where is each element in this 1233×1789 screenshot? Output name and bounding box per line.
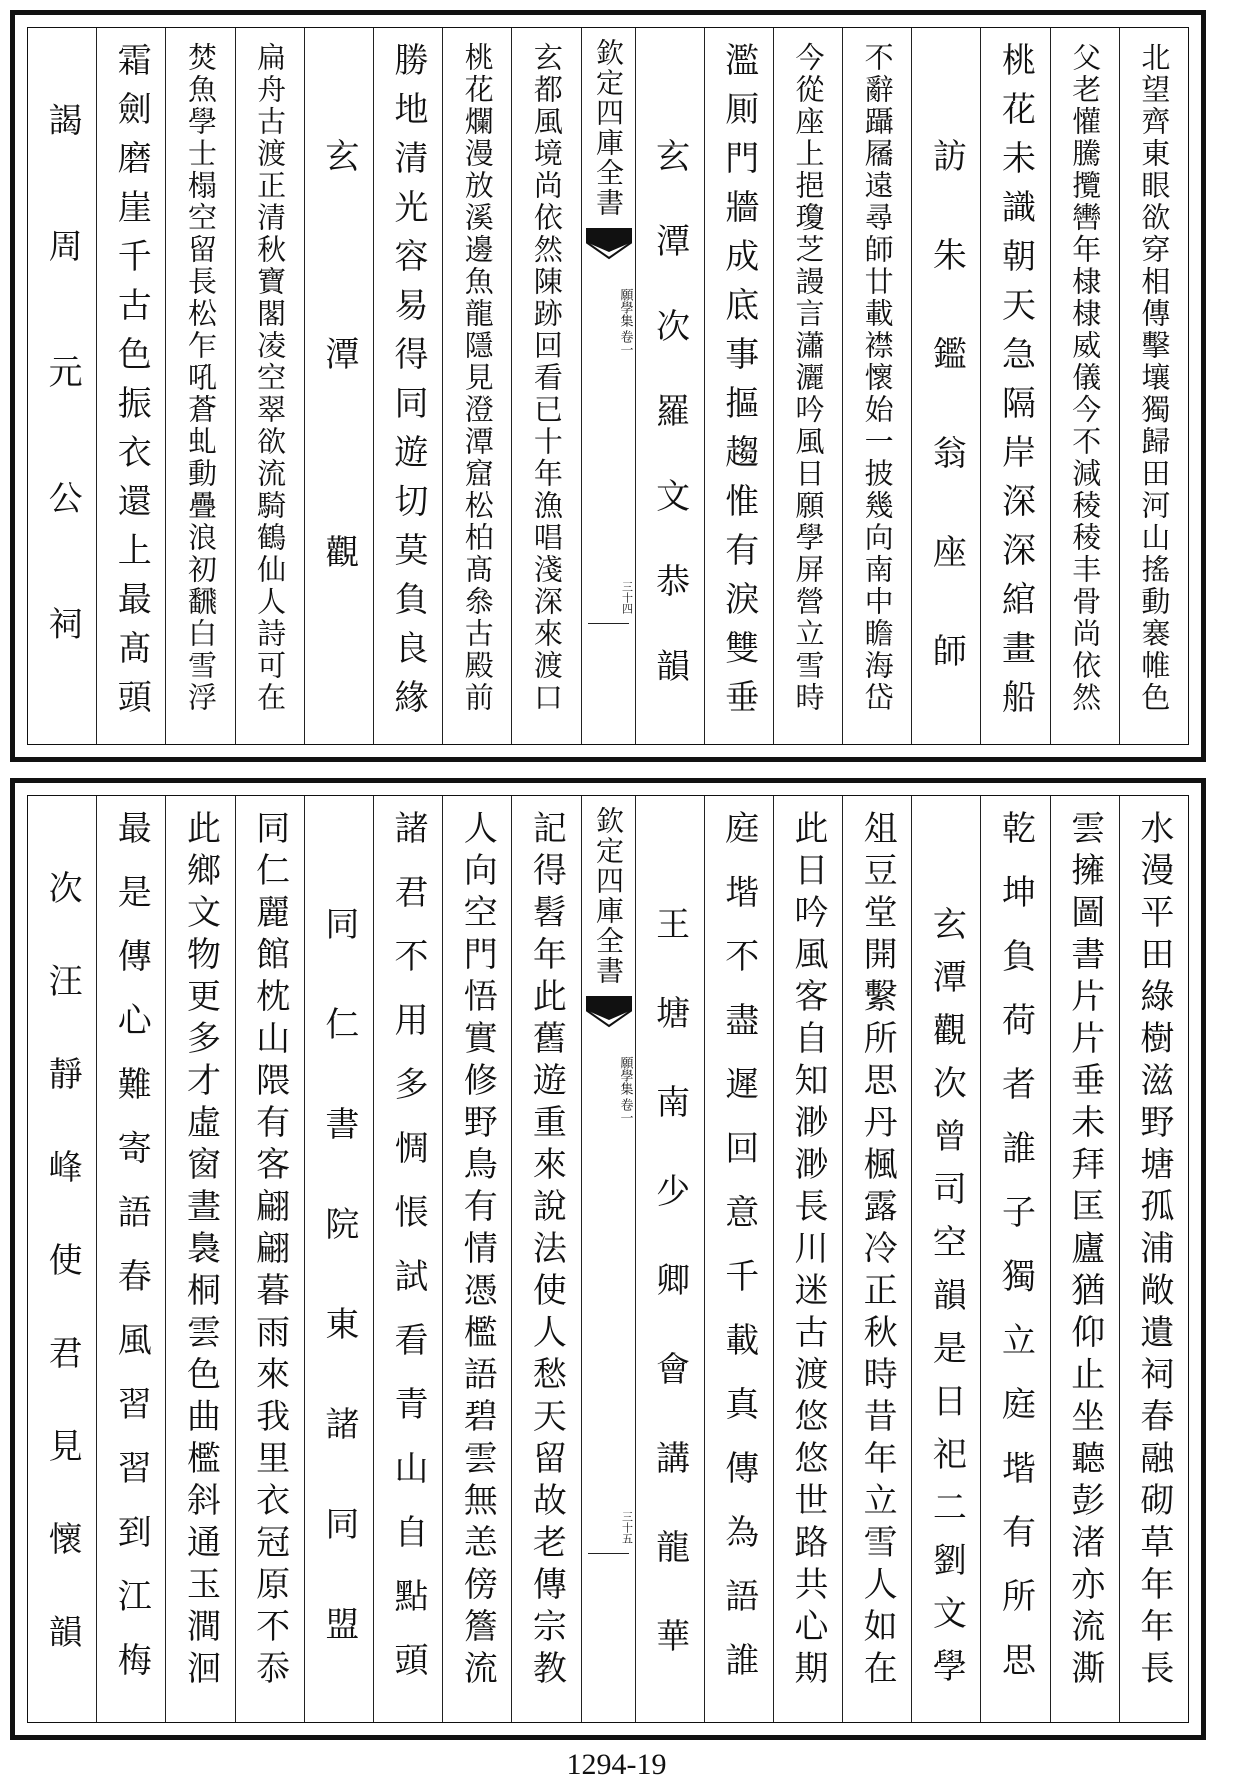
poem-title: 玄潭次羅文恭韻 bbox=[649, 138, 690, 733]
verse-line: 焚魚學士榻空留長松乍吼蒼虬動疊浪初飜白雪浮 bbox=[183, 42, 218, 714]
text-column bbox=[235, 796, 304, 1722]
top-page-panel bbox=[10, 10, 1206, 762]
text-column bbox=[235, 28, 304, 744]
folio-rule bbox=[588, 623, 629, 624]
text-column bbox=[911, 796, 980, 1722]
text-column bbox=[28, 796, 96, 1722]
text-column bbox=[373, 796, 442, 1722]
poem-title: 謁周元公祠 bbox=[42, 102, 83, 732]
verse-line: 勝地清光容易得同遊切莫負良緣 bbox=[388, 42, 429, 728]
text-column bbox=[96, 28, 165, 744]
page-footer-number: 1294-19 bbox=[566, 1748, 667, 1781]
verse-line: 不辭躡屩遠尋師廿載襟懷始一披幾向南中瞻海岱 bbox=[860, 42, 895, 714]
text-column bbox=[704, 28, 773, 744]
volume-label: 卷一 bbox=[617, 1098, 633, 1124]
text-column bbox=[165, 796, 234, 1722]
book-and-volume-label bbox=[582, 288, 635, 356]
text-column bbox=[704, 796, 773, 1722]
verse-line: 濫厠門牆成底事摳趨惟有淚雙垂 bbox=[718, 42, 759, 728]
verse-line: 霜劍磨崖千古色振衣還上最髙頭 bbox=[111, 42, 152, 728]
verse-line: 諸君不用多惆悵試看青山自點頭 bbox=[388, 810, 429, 1706]
poem-title: 訪朱鑑翁座師 bbox=[926, 138, 967, 732]
volume-label: 卷一 bbox=[617, 330, 633, 356]
fishtail-mark-icon bbox=[586, 228, 632, 262]
poem-title: 玄潭觀 bbox=[318, 138, 359, 732]
text-column bbox=[773, 796, 842, 1722]
text-column bbox=[1050, 796, 1119, 1722]
verse-line: 記得髫年此舊遊重來說法使人愁天留故老傳宗教 bbox=[526, 810, 567, 1692]
top-text-frame bbox=[27, 27, 1189, 745]
text-column bbox=[96, 796, 165, 1722]
text-column bbox=[304, 796, 373, 1722]
verse-line: 玄都風境尚依然陳跡回看已十年漁唱淺深來渡口 bbox=[529, 42, 564, 714]
collection-title: 欽定四庫全書 bbox=[592, 38, 625, 218]
text-column bbox=[911, 28, 980, 744]
poem-title: 玄潭觀次曾司空韻是日祀二劉文學 bbox=[926, 906, 967, 1701]
verse-line: 最是傳心難寄語春風習習到江梅 bbox=[111, 810, 152, 1706]
verse-line: 水漫平田綠樹滋野塘孤浦敞遺祠春融砌草年年長 bbox=[1133, 810, 1174, 1692]
text-column bbox=[635, 28, 704, 744]
poem-title: 同仁書院東諸同盟 bbox=[318, 906, 359, 1706]
verse-line: 此鄉文物更多才虛窗晝裊桐雲色曲檻斜通玉澗洄 bbox=[180, 810, 221, 1692]
book-name: 願學集 bbox=[617, 1056, 633, 1095]
text-column bbox=[842, 28, 911, 744]
fishtail-mark-icon bbox=[586, 996, 632, 1030]
verse-line: 雲擁圖書片片垂未拜匡廬猶仰止坐聽彭渚亦流澌 bbox=[1064, 810, 1105, 1692]
verse-line: 人向空門悟實修野鳥有情憑檻語碧雲無恙傍簷流 bbox=[457, 810, 498, 1692]
folio-page-number: 三十五 bbox=[620, 1511, 634, 1544]
text-column bbox=[165, 28, 234, 744]
bottom-page-panel bbox=[10, 778, 1206, 1740]
folio-rule bbox=[588, 1553, 629, 1554]
text-column bbox=[773, 28, 842, 744]
poem-title: 次汪靜峰使君見懷韻 bbox=[42, 870, 83, 1707]
folio-page-number: 三十四 bbox=[620, 581, 634, 614]
center-fold-column bbox=[581, 796, 635, 1722]
verse-line: 桃花爛漫放溪邊魚龍隱見澄潭窟松柏髙叅古殿前 bbox=[460, 42, 495, 714]
collection-title: 欽定四庫全書 bbox=[592, 806, 625, 986]
verse-line: 北望齊東眼欲穿相傳擊壤獨歸田河山搖動褰帷色 bbox=[1137, 42, 1172, 714]
verse-line: 父老懽騰攬轡年棣棣威儀今不減稜稜丰骨尚依然 bbox=[1068, 42, 1103, 714]
text-column bbox=[373, 28, 442, 744]
verse-line: 庭堦不盡遲回意千載真傳為語誰 bbox=[718, 810, 759, 1706]
bottom-text-frame bbox=[27, 795, 1189, 1723]
text-column bbox=[304, 28, 373, 744]
text-column bbox=[635, 796, 704, 1722]
text-column bbox=[980, 796, 1049, 1722]
text-column bbox=[442, 796, 511, 1722]
text-column bbox=[28, 28, 96, 744]
text-column bbox=[1119, 796, 1188, 1722]
verse-line: 此日吟風客自知渺渺長川迷古渡悠悠世路共心期 bbox=[787, 810, 828, 1692]
verse-line: 俎豆堂開繫所思丹楓露冷正秋時昔年立雪人如在 bbox=[857, 810, 898, 1692]
text-column bbox=[1050, 28, 1119, 744]
verse-line: 扁舟古渡正清秋寶閣凌空翠欲流騎鶴仙人詩可在 bbox=[253, 42, 288, 714]
verse-line: 乾坤負荷者誰子獨立庭堦有所思 bbox=[995, 810, 1036, 1706]
book-name: 願學集 bbox=[617, 288, 633, 327]
text-column bbox=[511, 796, 580, 1722]
text-column bbox=[1119, 28, 1188, 744]
book-and-volume-label bbox=[582, 1056, 635, 1124]
text-column bbox=[842, 796, 911, 1722]
text-column bbox=[442, 28, 511, 744]
verse-line: 今從座上挹瓊芝謾言瀟灑吟風日願學屏營立雪時 bbox=[791, 42, 826, 714]
poem-title: 王塘南少卿會講龍華 bbox=[649, 906, 690, 1707]
center-fold-column bbox=[581, 28, 635, 744]
text-column bbox=[980, 28, 1049, 744]
text-column bbox=[511, 28, 580, 744]
verse-line: 同仁麗館枕山隈有客翩翩暮雨來我里衣冠原不忝 bbox=[249, 810, 290, 1692]
verse-line: 桃花未識朝天急隔岸深深綰畫船 bbox=[995, 42, 1036, 728]
